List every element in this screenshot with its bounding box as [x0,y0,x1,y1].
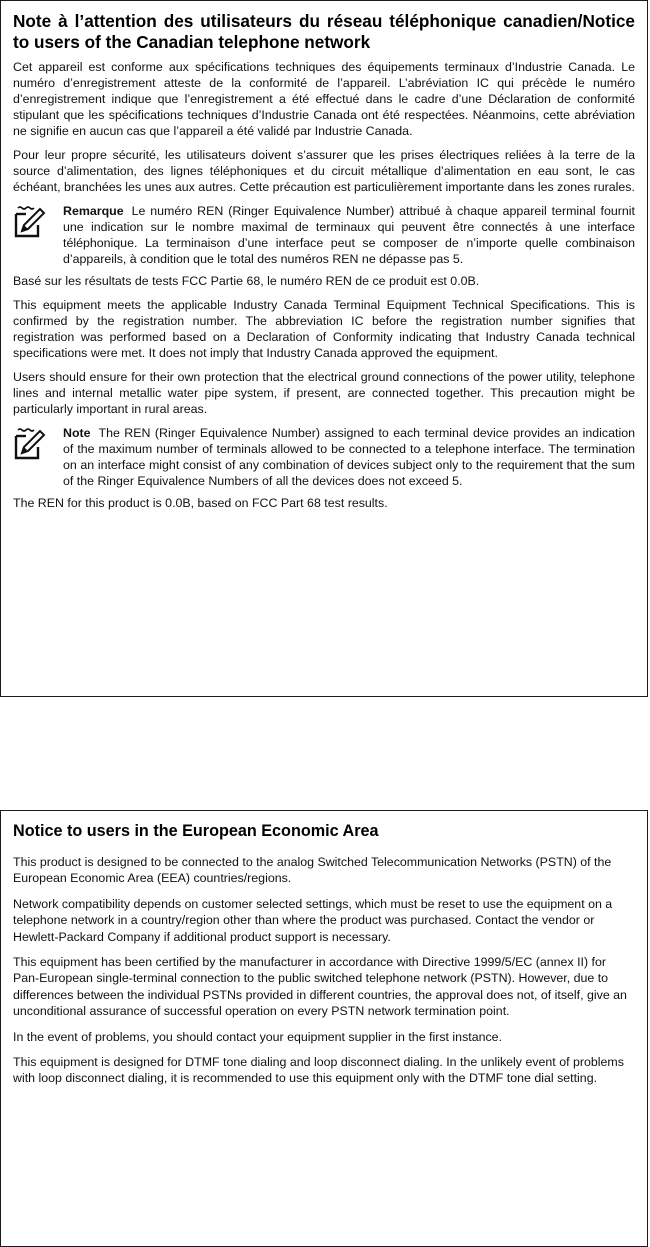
eea-paragraph-4: In the event of problems, you should contact your equipment supplier in the first instance. [13,1029,503,1044]
canada-notice-title: Note à l’attention des utilisateurs du réseau téléphonique canadien/Notice to users of the Canadian telephone network [13,11,635,52]
eea-notice-box [0,810,648,1247]
canada-en-paragraph-2: Users should ensure for their own protection that the electrical ground connections of the power utility, telephone lines and internal metallic water pipe system, if present, are connected together. This precaution might be particularly important in rural areas. [13,370,635,416]
eea-paragraph-3: This equipment has been certified by the manufacturer in accordance with Directive 1999/5/EC (annex II) for Pan-European single-terminal connection to the public switched telephone network (PSTN). However, due to differences between the individual PSTNs provided in different countries, the approval does not, of itself, give an unconditional assurance of successful operation on every PSTN network termination point. [13,955,627,1019]
canada-fr-note [13,203,635,267]
note-pencil-icon [13,203,63,267]
canada-fr-paragraph-2: Pour leur propre sécurité, les utilisateurs doivent s’assurer que les prises électriques reliées à la terre de la source d’alimentation, des lignes téléphoniques et du circuit métallique d’alimentation en eau sont, le cas échéant, branchées les unes aux autres. Cette précaution est particulièrement importante dans les zones rurales. [13,148,635,194]
note-label: Note [63,426,91,440]
eea-paragraph-2: Network compatibility depends on customer selected settings, which must be reset to use the equipment on a telephone network in a country/region other than where the product was purchased. Contact the vendor or Hewlett-Packard Company if additional product support is necessary. [13,896,613,944]
note-pencil-icon [13,425,63,489]
eea-paragraph-5: This equipment is designed for DTMF tone dialing and loop disconnect dialing. In the unlikely event of problems with loop disconnect dialing, it is recommended to use this equipment only with the DTMF tone dial setting. [13,1055,624,1086]
canada-en-paragraph-1: This equipment meets the applicable Industry Canada Terminal Equipment Technical Specifications. This is confirmed by the registration number. The abbreviation IC before the registration number signifies that registration was performed based on a Declaration of Conformity indicating that Industry Canada technical specifications were met. It does not imply that Industry Canada approved the equipment. [13,298,635,360]
canada-fr-ren: Basé sur les résultats de tests FCC Partie 68, le numéro REN de ce produit est 0.0B. [13,274,480,288]
eea-paragraph-1: This product is designed to be connected to the analog Switched Telecommunication Networks (PSTN) of the European Economic Area (EEA) countries/regions. [13,855,612,886]
note-text: Le numéro REN (Ringer Equivalence Number) attribué à chaque appareil terminal fournit une indication sur le nombre maximal de terminaux qui peuvent être connectés à une interface téléphonique. La terminaison d’une interface peut se composer de n’importe quelle combinaison d’appareils, à condition que le total des numéros REN ne dépasse pas 5. [63,204,635,266]
canada-en-note [13,425,635,489]
canada-fr-paragraph-1: Cet appareil est conforme aux spécifications techniques des équipements terminaux d’Industrie Canada. Le numéro d’enregistrement atteste de la conformité de l’appareil. L’abréviation IC qui précède le numéro d’enregistrement indique que l’enregistrement a été effectué dans le cadre d’une Déclaration de conformité stipulant que les spécifications techniques d’Industrie Canada ont été respectées. Néanmoins, cette abréviation ne signifie en aucun cas que l’appareil a été validé par Industrie Canada. [13,60,635,138]
eea-notice-title: Notice to users in the European Economic Area [13,822,379,840]
canada-en-ren: The REN for this product is 0.0B, based on FCC Part 68 test results. [13,496,388,510]
note-label: Remarque [63,204,124,218]
note-text: The REN (Ringer Equivalence Number) assigned to each terminal device provides an indication of the maximum number of terminals allowed to be connected to a telephone interface. The termination on an interface might consist of any combination of devices subject only to the requirement that the sum of the Ringer Equivalence Numbers of all the devices does not exceed 5. [63,426,635,488]
